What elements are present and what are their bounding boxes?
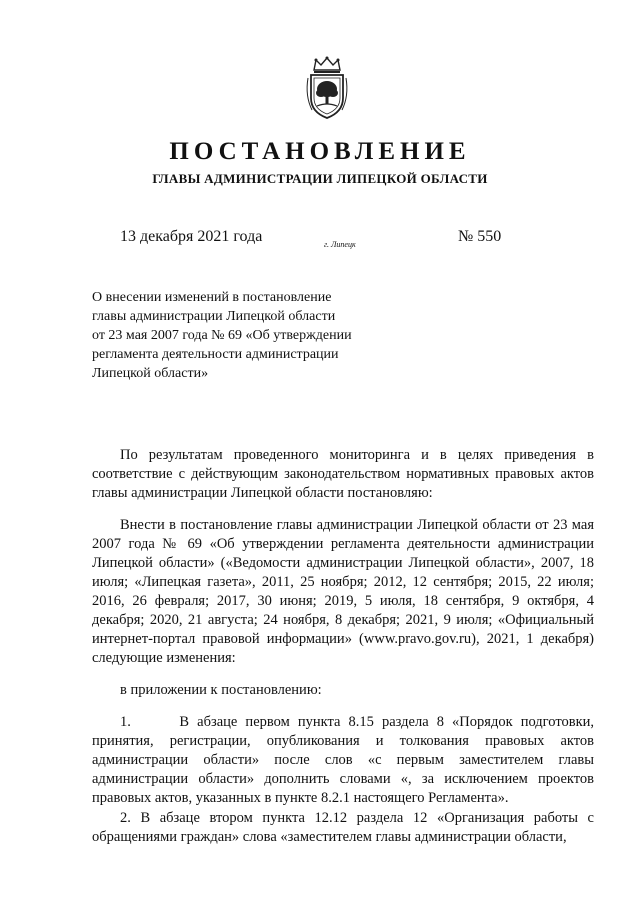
document-number: № 550 xyxy=(458,228,502,245)
appendix-intro-paragraph: в приложении к постановлению: xyxy=(120,682,322,698)
document-city: г. Липецк xyxy=(324,240,356,249)
main-paragraph: Внести в постановление главы администрации Липецкой области от 23 мая 2007 года № 69 «Об утверждении регламента деятельности администрации Липецкой области» («Ведомости администрации Липецкой области», 2007, 18 июля; «Липецкая газета», 2011, 25 ноября; 2012, 12 сентября; 2015, 22 июля; 2016, 26 февраля; 2017, 30 июня; 2019, 5 июля, 18 сентября, 9 октября, 4 декабря; 2020, 21 августа; 24 ноября, 8 декабря; 2021, 9 июля; «Официальный интернет-портал правовой информации» (www.pravo.gov.ru), 2021, 1 декабря) следующие изменения: xyxy=(92,517,594,666)
subject-line: от 23 мая 2007 года № 69 «Об утверждении xyxy=(92,328,352,343)
item-1-paragraph: 1. В абзаце первом пункта 8.15 раздела 8 «Порядок подготовки, принятия, регистрации, опубликования и толкования правовых актов администрации области» после слов «с первым заместителем главы администрации области» дополнить словами «, за исключением проектов правовых актов, указанных в пункте 8.2.1 настоящего Регламента». xyxy=(92,714,598,806)
document-body xyxy=(92,446,598,847)
coat-of-arms-icon xyxy=(302,56,352,122)
document-subtitle: ГЛАВЫ АДМИНИСТРАЦИИ ЛИПЕЦКОЙ ОБЛАСТИ xyxy=(152,171,488,186)
preamble-paragraph: По результатам проведенного мониторинга и в целях приведения в соответствие с действующим законодательством нормативных правовых актов главы администрации Липецкой области постановляю: xyxy=(92,447,594,501)
document-date: 13 декабря 2021 года xyxy=(120,228,263,245)
item-2-paragraph: 2. В абзаце втором пункта 12.12 раздела 12 «Организация работы с обращениями граждан» слова «заместителем главы администрации области, xyxy=(92,810,594,845)
document-title: ПОСТАНОВЛЕНИЕ xyxy=(169,138,471,165)
document-subject xyxy=(92,288,382,383)
subject-line: главы администрации Липецкой области xyxy=(92,309,336,324)
subject-line: Липецкой области» xyxy=(92,366,209,381)
subject-line: регламента деятельности администрации xyxy=(92,347,339,362)
subject-line: О внесении изменений в постановление xyxy=(92,290,332,305)
